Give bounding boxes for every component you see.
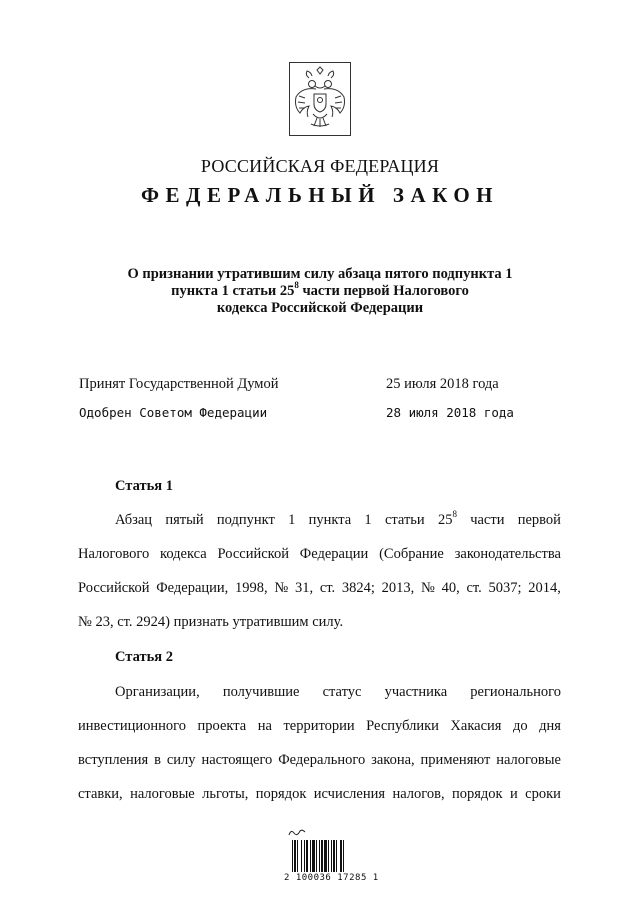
word: регионального [470,684,561,700]
word: кодекса [160,546,207,562]
subject-line-2-post: части первой Налогового [298,283,469,299]
country-name: РОССИЙСКАЯ ФЕДЕРАЦИЯ [200,156,440,176]
word: законодательства [454,546,561,562]
word: налоговые [496,752,561,768]
word: порядок [255,786,307,802]
word: ст. [466,580,482,596]
word: 1998, [235,580,268,596]
word: ставки, [78,786,123,802]
barcode-marker-icon [288,828,306,836]
word: Федерации, [156,580,229,596]
article-2-line-4 [78,777,561,811]
article-number-superscript: 8 [452,509,457,520]
article-1-line-3 [78,571,561,605]
barcode-number: 2 100036 17285 1 [284,873,379,883]
word: № [421,580,435,596]
word: Хакасия [450,718,502,734]
word: статус [322,684,362,700]
word: 2014, [528,580,561,596]
approval-council-label: Одобрен Советом Федерации [79,405,268,420]
word: (Собрание [379,546,444,562]
document-footer [284,828,384,888]
barcode-icon [292,840,352,872]
word: 31, [294,580,314,596]
word: Федерации [299,546,369,562]
article-1-body [78,503,561,639]
word: получившие [222,684,300,700]
word: закона, [371,752,415,768]
article-2-body [78,675,561,811]
article-1-heading: Статья 1 [115,478,173,494]
article-1-line-4: № 23, ст. 2924) признать утратившим силу. [78,614,344,630]
word: проекта [197,718,247,734]
word: применяют [420,752,491,768]
subject-superscript: 8 [294,280,299,291]
approval-council-date: 28 июля 2018 года [386,405,514,420]
article-2-line-3 [78,743,561,777]
word: дня [539,718,561,734]
word: и [510,786,518,802]
adoption-duma-date: 25 июля 2018 года [386,376,499,392]
word: 1 [364,512,372,528]
russian-coat-of-arms-icon [289,62,351,136]
word: вступления [78,752,149,768]
word: 2013, [381,580,415,596]
article-1-line-2 [78,537,561,571]
word: ст. [319,580,336,596]
word: первой [517,512,561,528]
word: сроки [525,786,561,802]
word: пункта [308,512,352,528]
article-1-line-1 [78,503,561,537]
subject-line-3: кодекса Российской Федерации [216,300,424,316]
word: 5037; [488,580,522,596]
word: № [274,580,289,596]
word: Республики [366,718,439,734]
word: Абзац [115,512,153,528]
subject-line-1: О признании утратившим силу абзаца пятого подпункта 1 [127,266,513,282]
subject-line-2-pre: пункта 1 статьи 25 [171,283,295,299]
word: 1 [288,512,296,528]
article-number-base: 25 [437,512,453,528]
article-2-line-1 [78,675,561,709]
word: 3824; [341,580,375,596]
article-2-heading: Статья 2 [115,649,173,665]
word: инвестиционного [78,718,186,734]
word: участника [384,684,448,700]
word: Налогового [78,546,150,562]
word: на [257,718,272,734]
word: территории [283,718,355,734]
word: силу [166,752,196,768]
law-type-title: ФЕДЕРАЛЬНЫЙ ЗАКОН [141,183,499,207]
word: пятый [165,512,204,528]
article-2-line-2 [78,709,561,743]
word: Российской [78,580,150,596]
word: исчисления [313,786,386,802]
law-subject-title [90,266,550,317]
word: до [512,718,528,734]
subject-line-2 [90,280,550,300]
word: налоговые [130,786,195,802]
word: Организации, [115,684,200,700]
word: статьи [384,512,425,528]
word: Российской [217,546,289,562]
word: порядок [451,786,503,802]
word: 40, [441,580,460,596]
word: части [470,512,505,528]
adoption-duma-label: Принят Государственной Думой [79,376,279,392]
word: льготы, [202,786,249,802]
word: Федерального [278,752,366,768]
word: подпункт [216,512,275,528]
word: в [154,752,161,768]
article-number [438,503,457,537]
word: настоящего [201,752,273,768]
word: налогов, [392,786,445,802]
